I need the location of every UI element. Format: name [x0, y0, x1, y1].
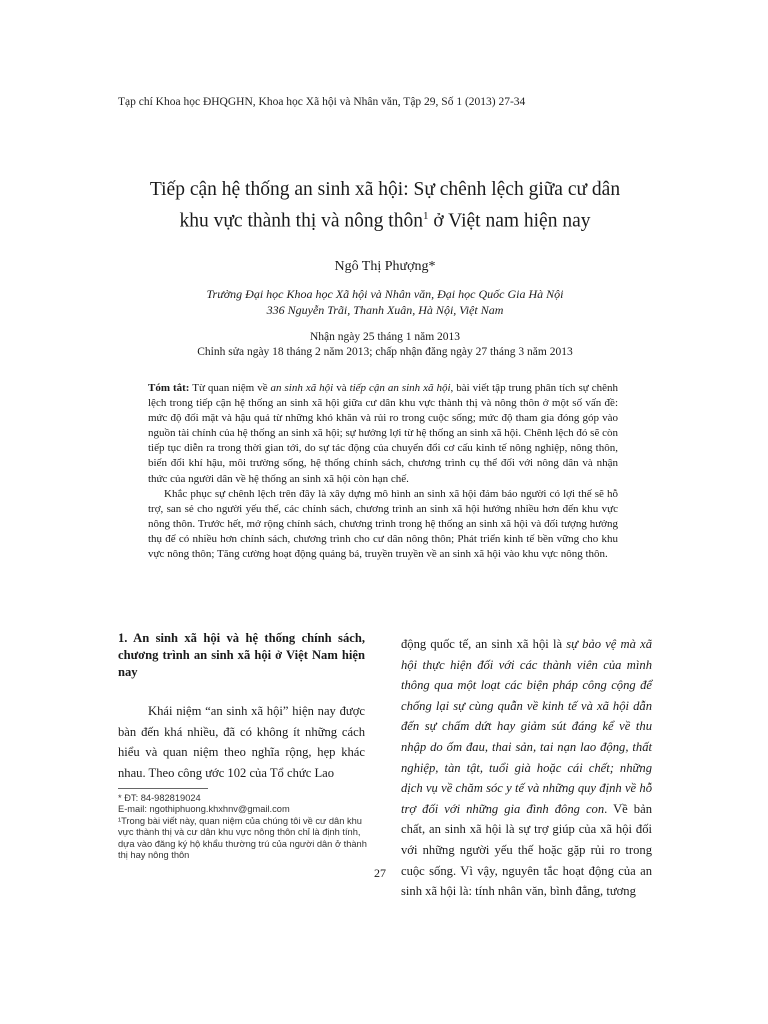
title-line-1: Tiếp cận hệ thống an sinh xã hội: Sự chênh lệch giữa cư dân [149, 179, 621, 200]
footnote-phone: * ĐT: 84-982819024 [118, 793, 201, 803]
footnote-divider [118, 788, 208, 789]
affiliation [80, 286, 690, 318]
ilo-definition: sự bảo vệ mà xã hội thực hiện đối với các thành viên của mình thông qua một loạt các biện pháp công cộng để chống lại sự cùng quẫn về kinh tế và xã hội dẫn đến sự chấm dứt hay giảm sút đáng kể về thu nhập do ốm đau, thai sản, tai nạn lao động, thất nghiệp, tàn tật, tuổi già hoặc cái chết; những dịch vụ về chăm sóc y tế và những quy định về hỗ trợ đối với những gia đình đông con [401, 637, 652, 816]
abstract-text: và [333, 382, 350, 394]
body-paragraph-continued [401, 634, 652, 902]
body-paragraph: Khái niệm “an sinh xã hội” hiện nay được bàn đến khá nhiều, đã có không ít những cách hiểu và quan niệm theo nghĩa rộng, hẹp khác nhau. Theo công ước 102 của Tổ chức Lao [118, 704, 365, 780]
author-name: Ngô Thị Phượng* [334, 259, 436, 274]
abstract-text: Từ quan niệm về [189, 382, 271, 394]
article-dates [80, 330, 690, 360]
abstract-label: Tóm tắt: [148, 382, 190, 394]
journal-header: Tạp chí Khoa học ĐHQGHN, Khoa học Xã hội và Nhân văn, Tập 29, Số 1 (2013) 27-34 [118, 96, 526, 108]
page-number: 27 [374, 866, 386, 880]
abstract-term-1: an sinh xã hội [270, 382, 334, 394]
revised-date: Chỉnh sửa ngày 18 tháng 2 năm 2013; chấp nhận đăng ngày 27 tháng 3 năm 2013 [197, 346, 573, 358]
title-line-2-start: khu vực thành thị và nông thôn [179, 210, 423, 232]
title-footnote-mark: 1 [422, 210, 429, 222]
body-text: động quốc tế, an sinh xã hội là [401, 637, 567, 651]
article-title [80, 176, 690, 235]
footnotes [118, 788, 370, 861]
title-line-2-end: ở Việt nam hiện nay [428, 210, 591, 232]
received-date: Nhận ngày 25 tháng 1 năm 2013 [309, 331, 461, 343]
abstract-paragraph-1 [148, 381, 618, 487]
left-column [118, 630, 365, 783]
affiliation-line-2: 336 Nguyễn Trãi, Thanh Xuân, Hà Nội, Việt Nam [266, 303, 504, 317]
abstract [148, 381, 618, 562]
abstract-term-2: tiếp cận an sinh xã hội [349, 382, 451, 394]
section-heading: 1. An sinh xã hội và hệ thống chính sách, chương trình an sinh xã hội ở Việt Nam hiện nay [118, 631, 365, 679]
right-column [401, 634, 652, 902]
abstract-text: , bài viết tập trung phân tích sự chênh lệch trong tiếp cận hệ thống an sinh xã hội giữa cư dân khu vực thành thị và nông thôn ở một số vấn đề: mức độ đối mặt và hậu quả từ những khó khăn và rủi ro trong cuộc sống; mức độ tham gia đóng góp vào nguồn tài chính của hệ thống an sinh xã hội; sự hưởng lợi từ hệ thống an sinh xã hội. Chênh lệch đó sẽ còn tiếp tục diễn ra trong thời gian tới, do sự tác động của chuyển đổi cơ cấu kinh tế nông nghiệp, nông thôn, biến đổi khí hậu, môi trường sống, hệ thống chính sách, chương trình cụ thể đối với nông dân và nhận thức của người dân về hệ thống an sinh xã hội còn hạn chế. [148, 382, 619, 485]
footnote-email: E-mail: ngothiphuong.khxhnv@gmail.com [118, 804, 290, 815]
footnote-1: ¹Trong bài viết này, quan niệm của chúng tôi về cư dân khu vực thành thị và cư dân khu vực nông thôn chỉ là định tính, dựa vào đăng ký hộ khẩu thường trú của người dân ở thành thị hay nông thôn [118, 815, 367, 861]
body-text: . Về bản chất, an sinh xã hội là sự trợ giúp của xã hội đối với những người yếu thế hoặc gặp rủi ro trong cuộc sống. Vì vậy, nguyên tắc hoạt động của an sinh xã hội là: tính nhân văn, bình đẳng, tương [401, 801, 652, 899]
affiliation-line-1: Trường Đại học Khoa học Xã hội và Nhân văn, Đại học Quốc Gia Hà Nội [206, 287, 564, 301]
title-line-2 [80, 203, 690, 235]
abstract-paragraph-2: Khắc phục sự chênh lệch trên đây là xây dựng mô hình an sinh xã hội đảm bảo người có lợi thế sẽ hỗ trợ, san sẻ cho người yếu thế, các chính sách, chương trình an sinh xã hội hướng nhiều hơn đến khu vực nông thôn. Trước hết, mở rộng chính sách, chương trình trong hệ thống an sinh xã hội và đối tượng hưởng thụ để có nhiều hơn chính sách, chương trình cho cư dân nông thôn; Phát triển kinh tế bền vững cho khu vực nông thôn; Tăng cường hoạt động quảng bá, truyền truyền về an sinh xã hội vào khu vực nông thôn. [148, 487, 618, 561]
